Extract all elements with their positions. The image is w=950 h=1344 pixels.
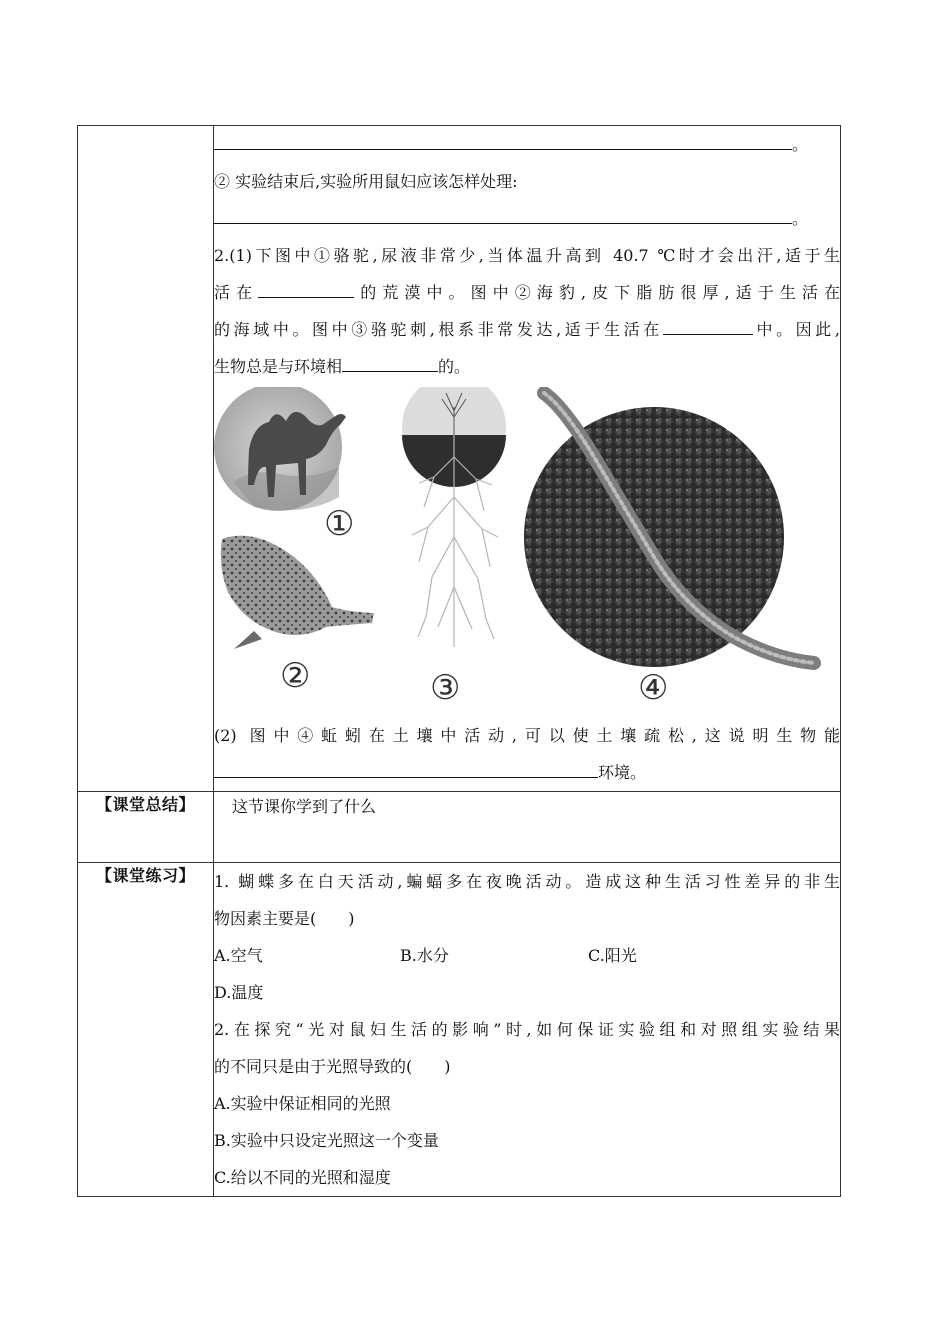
seal-image <box>221 536 374 649</box>
answer-blank-2[interactable] <box>214 205 792 224</box>
summary-label: 【课堂总结】 <box>78 792 214 863</box>
practice-q2-option-b[interactable]: B.实验中只设定光照这一个变量 <box>214 1131 439 1150</box>
practice-content <box>214 863 841 1197</box>
worksheet-table <box>77 125 841 1197</box>
organism-figure <box>214 387 840 717</box>
practice-q1-line-2: 物因素主要是( ) <box>214 909 355 928</box>
experiment-content <box>214 126 841 792</box>
question-2-2-line-2: 环境。 <box>214 754 840 791</box>
question-2-line-1: 2.(1)下图中①骆驼,尿液非常少,当体温升高到 40.7 ℃时才会出汗,适于生 <box>214 246 840 265</box>
figure-label-1: ① <box>324 504 355 544</box>
answer-line-1: 。 <box>214 126 840 163</box>
camel-image <box>214 387 346 511</box>
answer-blank-1[interactable] <box>214 131 792 150</box>
option-a[interactable]: A.空气 <box>214 946 263 965</box>
figure-label-4: ④ <box>638 668 669 708</box>
figure-label-2: ② <box>280 656 311 696</box>
question-2-line-2: 活在 的荒漠中。图中②海豹,皮下脂肪很厚,适于生活在 <box>214 274 840 311</box>
option-d[interactable]: D.温度 <box>214 983 264 1002</box>
row-summary <box>78 792 841 863</box>
practice-q1-options <box>214 937 840 974</box>
practice-q1-line-1: 1. 蝴蝶多在白天活动,蝙蝠多在夜晚活动。造成这种生活习性差异的非生 <box>214 872 840 891</box>
camelthorn-image <box>402 387 506 647</box>
question-2-line-3: 的海域中。图中③骆驼刺,根系非常发达,适于生活在 中。因此, <box>214 311 840 348</box>
earthworm-image <box>524 393 814 667</box>
figure-label-3: ③ <box>430 668 461 708</box>
practice-q2-line-1: 2.在探究“光对鼠妇生活的影响”时,如何保证实验组和对照组实验结果 <box>214 1020 840 1039</box>
option-b[interactable]: B.水分 <box>400 946 449 965</box>
organism-illustration <box>214 387 826 717</box>
practice-label: 【课堂练习】 <box>78 863 214 1197</box>
question-2-2-line-1: (2) 图中④蚯蚓在土壤中活动,可以使土壤疏松,这说明生物能 <box>214 726 840 745</box>
practice-q2-option-a[interactable]: A.实验中保证相同的光照 <box>214 1094 391 1113</box>
empty-label-cell <box>78 126 214 792</box>
question-2-line-4: 生物总是与环境相 的。 <box>214 348 840 385</box>
answer-line-2: 。 <box>214 200 840 237</box>
summary-prompt: 这节课你学到了什么 <box>232 797 377 816</box>
habitat-blank-1[interactable] <box>258 279 354 298</box>
question-1-2: ② 实验结束后,实验所用鼠妇应该怎样处理: <box>214 172 518 191</box>
row-practice <box>78 863 841 1197</box>
practice-q2-line-2: 的不同只是由于光照导致的( ) <box>214 1057 451 1076</box>
environment-blank[interactable] <box>214 759 598 778</box>
summary-content <box>214 792 841 863</box>
row-experiment <box>78 126 841 792</box>
habitat-blank-2[interactable] <box>663 316 753 335</box>
adapt-blank[interactable] <box>342 353 438 372</box>
option-c[interactable]: C.阳光 <box>588 946 637 965</box>
practice-q2-option-c[interactable]: C.给以不同的光照和湿度 <box>214 1168 391 1187</box>
